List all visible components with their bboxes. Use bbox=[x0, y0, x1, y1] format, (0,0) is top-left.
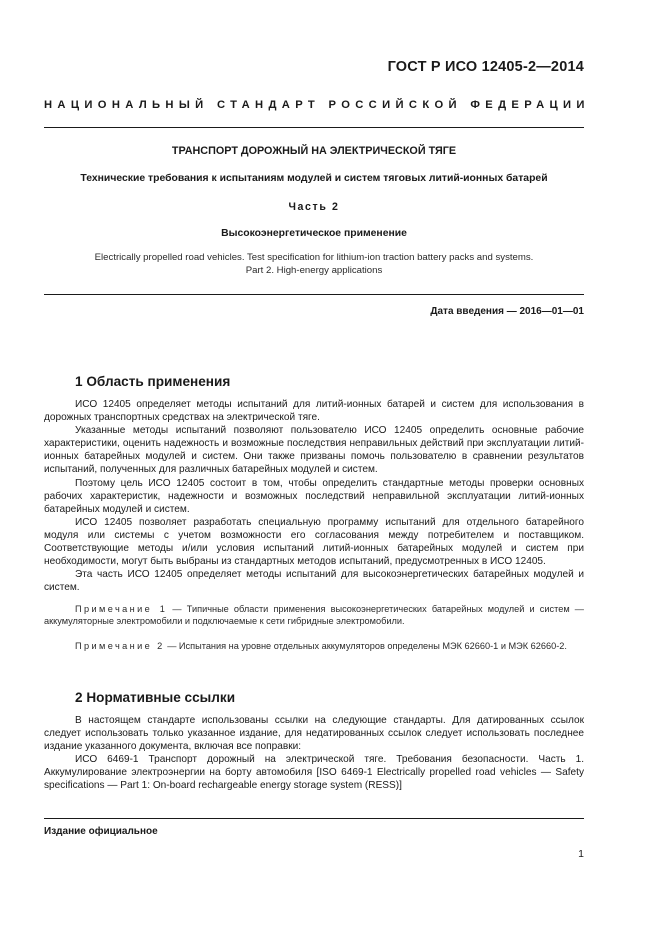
title-divider bbox=[44, 294, 584, 295]
part-number: Часть 2 bbox=[288, 201, 340, 213]
note-2-label: Примечание 2 bbox=[75, 641, 165, 651]
national-standard-banner: НАЦИОНАЛЬНЫЙ СТАНДАРТ РОССИЙСКОЙ ФЕДЕРАЦИИ bbox=[44, 99, 590, 111]
section-1-paragraph: Указанные методы испытаний позволяют пользователю ИСО 12405 определить основные рабочие характеристики, оценить надежность и возможные последствия неправильных действий при эксплуатации литий-ионных батарейных модулей и систем. Они также призваны помочь пользователю в сравнении результатов испытаний, полученных для различных батарейных модулей и систем. bbox=[44, 425, 584, 476]
english-title-line-1: Electrically propelled road vehicles. Test specification for lithium-ion traction battery packs and systems. bbox=[94, 252, 534, 263]
document-code: ГОСТ Р ИСО 12405-2—2014 bbox=[387, 59, 584, 75]
section-2-body bbox=[44, 714, 584, 793]
note-1-text: — Типичные области применения высокоэнергетических батарейных модулей и систем — аккумуляторные электромобили и подключаемые к сети гибридные электромобили. bbox=[44, 604, 584, 627]
section-1-heading: 1 Область применения bbox=[75, 374, 231, 389]
note-2-text: — Испытания на уровне отдельных аккумуляторов определены МЭК 62660-1 и МЭК 62660-2. bbox=[164, 641, 567, 651]
section-2-heading: 2 Нормативные ссылки bbox=[75, 690, 236, 705]
official-edition-label: Издание официальное bbox=[44, 826, 158, 837]
section-1-paragraph: ИСО 12405 определяет методы испытаний для литий-ионных батарей и систем для использования в дорожных транспортных средствах на электрической тяге. bbox=[44, 399, 584, 424]
section-2-paragraph: ИСО 6469-1 Транспорт дорожный на электрической тяге. Требования безопасности. Часть 1. Аккумулирование электроэнергии на борту автомобиля [ISO 6469-1 Electrically propelled road vehicles — Safety specifications — Part 1: On-board rechargeable energy storage system (RESS)] bbox=[44, 754, 584, 792]
part-name: Высокоэнергетическое применение bbox=[221, 228, 407, 239]
top-divider bbox=[44, 127, 584, 128]
section-1-paragraph: Поэтому цель ИСО 12405 состоит в том, чтобы определить стандартные методы проверки основных рабочих характеристик, надежности и возможных последствий неправильной эксплуатации литий-ионных батарейных модулей и систем. bbox=[44, 477, 584, 515]
document-title: ТРАНСПОРТ ДОРОЖНЫЙ НА ЭЛЕКТРИЧЕСКОЙ ТЯГЕ bbox=[171, 145, 457, 157]
section-2-paragraph: В настоящем стандарте использованы ссылки на следующие стандарты. Для датированных ссылок следует использовать только указанное издание, для недатированных ссылок следует использовать последнее издание указанного документа, включая все поправки: bbox=[44, 715, 584, 753]
note-1-label: Примечание 1 bbox=[75, 604, 168, 614]
introduction-date: Дата введения — 2016—01—01 bbox=[430, 306, 584, 317]
document-subtitle: Технические требования к испытаниям модулей и систем тяговых литий-ионных батарей bbox=[80, 173, 548, 184]
page-number: 1 bbox=[578, 848, 584, 860]
section-1-body bbox=[44, 398, 584, 594]
footer-divider bbox=[44, 818, 584, 819]
note-2 bbox=[44, 640, 584, 652]
english-title-line-2: Part 2. High-energy applications bbox=[245, 265, 383, 276]
english-title bbox=[44, 251, 584, 277]
note-1 bbox=[44, 603, 584, 628]
section-1-paragraph: Эта часть ИСО 12405 определяет методы испытаний для высокоэнергетических батарейных модулей и систем. bbox=[44, 569, 584, 594]
section-1-paragraph: ИСО 12405 позволяет разработать специальную программу испытаний для отдельного батарейного модуля или системы с учетом возможности его согласования между потребителем и поставщиком. Соответствующие методы и/или условия испытаний литий-ионных батарейных модулей и систем при необходимости, могут быть выбраны из стандартных методов испытаний, предусмотренных в ИСО 12405. bbox=[44, 516, 584, 568]
